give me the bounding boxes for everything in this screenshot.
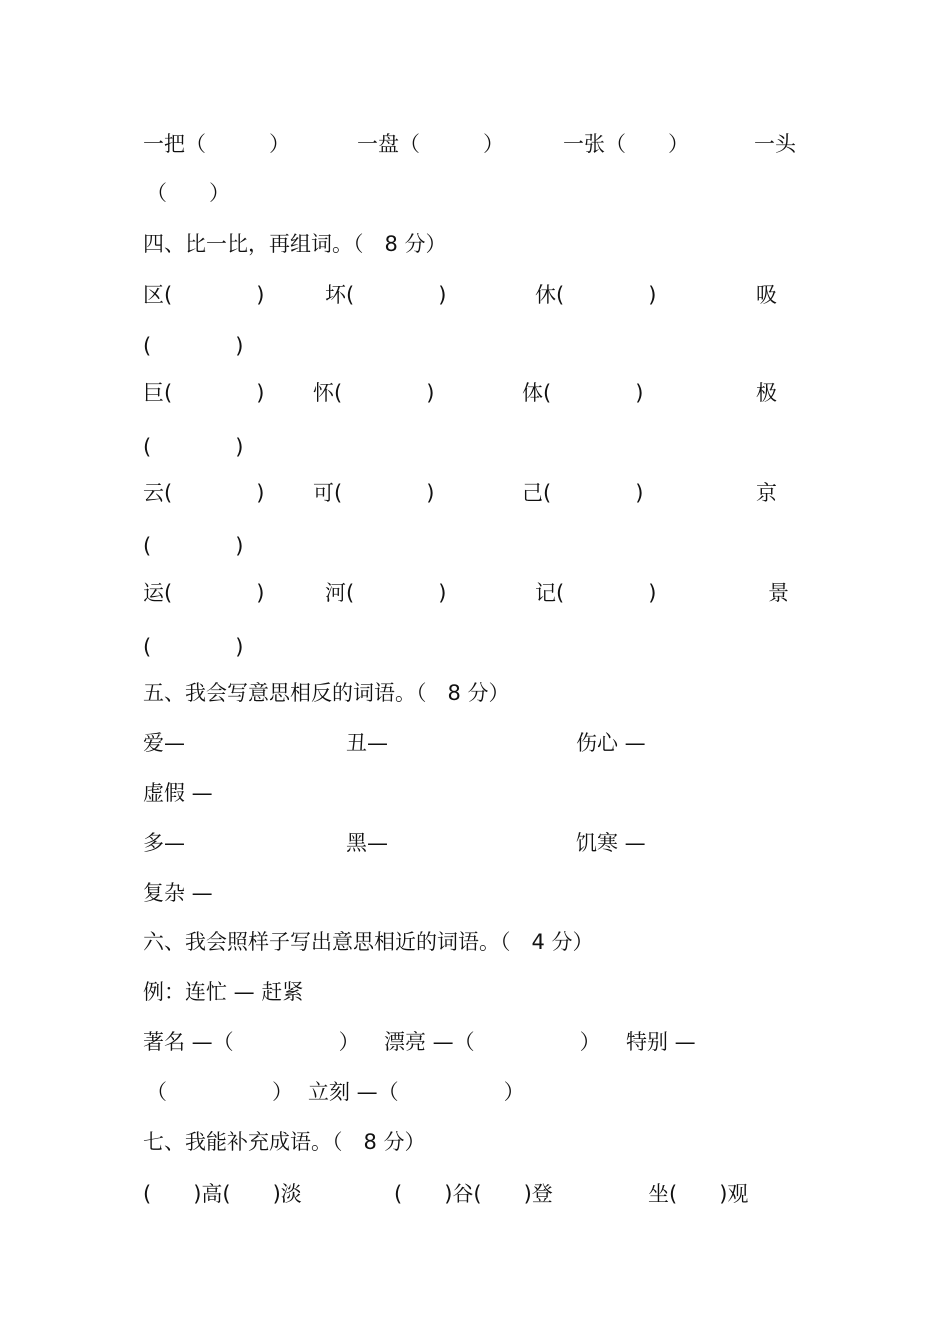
s6-r1-b: 漂亮 —（ ） xyxy=(384,1030,601,1054)
section-6-title: 六、我会照样子写出意思相近的词语。（ 4 分） xyxy=(143,930,594,954)
s6-r1-a: 著名 —（ ） xyxy=(143,1030,360,1054)
measure-word-item-4: 一头 xyxy=(754,132,796,156)
s5-r1-c: 伤心 — xyxy=(576,731,646,755)
s4-r4-d: 景 xyxy=(768,581,789,605)
s4-r2-d-blank: ( ) xyxy=(143,435,244,459)
s4-r2-a: 巨( ) xyxy=(143,381,265,405)
s5-r2-wrap: 复杂 — xyxy=(143,881,213,905)
s6-r2-b: 立刻 —（ ） xyxy=(308,1080,525,1104)
measure-word-item-4-blank: （ ） xyxy=(146,181,230,205)
s4-r4-d-blank: ( ) xyxy=(143,635,244,659)
s7-idiom-1: ( )高( )淡 xyxy=(143,1182,302,1206)
s6-example: 例：连忙 — 赶紧 xyxy=(143,980,304,1004)
s4-r2-c: 体( ) xyxy=(522,381,644,405)
s4-r3-d: 京 xyxy=(756,481,777,505)
measure-word-item-1: 一把（ ） xyxy=(143,132,290,156)
s5-r1-b: 丑— xyxy=(346,731,388,755)
section-5-title: 五、我会写意思相反的词语。（ 8 分） xyxy=(143,681,510,705)
s4-r1-c: 休( ) xyxy=(535,283,657,307)
measure-word-item-2: 一盘（ ） xyxy=(357,132,504,156)
s5-r1-a: 爱— xyxy=(143,731,185,755)
measure-word-item-3: 一张（ ） xyxy=(563,132,689,156)
s4-r4-b: 河( ) xyxy=(325,581,447,605)
s4-r1-d-blank: ( ) xyxy=(143,334,244,358)
s4-r3-b: 可( ) xyxy=(313,481,435,505)
s4-r3-c: 己( ) xyxy=(522,481,644,505)
s4-r1-d: 吸 xyxy=(756,283,777,307)
s5-r2-b: 黑— xyxy=(346,831,388,855)
s4-r1-b: 坏( ) xyxy=(325,283,447,307)
s4-r1-a: 区( ) xyxy=(143,283,265,307)
s5-r2-c: 饥寒 — xyxy=(576,831,646,855)
s5-r2-a: 多— xyxy=(143,831,185,855)
s4-r4-c: 记( ) xyxy=(535,581,657,605)
s6-r2-a: （ ） xyxy=(146,1080,293,1104)
s6-r1-c: 特别 — xyxy=(626,1030,696,1054)
s5-r1-wrap: 虚假 — xyxy=(143,781,213,805)
s7-idiom-2: ( )谷( )登 xyxy=(394,1182,553,1206)
s4-r2-b: 怀( ) xyxy=(313,381,435,405)
section-7-title: 七、我能补充成语。（ 8 分） xyxy=(143,1130,426,1154)
section-4-title: 四、比一比，再组词。（ 8 分） xyxy=(143,232,447,256)
s4-r3-a: 云( ) xyxy=(143,481,265,505)
s4-r4-a: 运( ) xyxy=(143,581,265,605)
s7-idiom-3: 坐( )观 xyxy=(648,1182,749,1206)
s4-r2-d: 极 xyxy=(756,381,777,405)
s4-r3-d-blank: ( ) xyxy=(143,534,244,558)
